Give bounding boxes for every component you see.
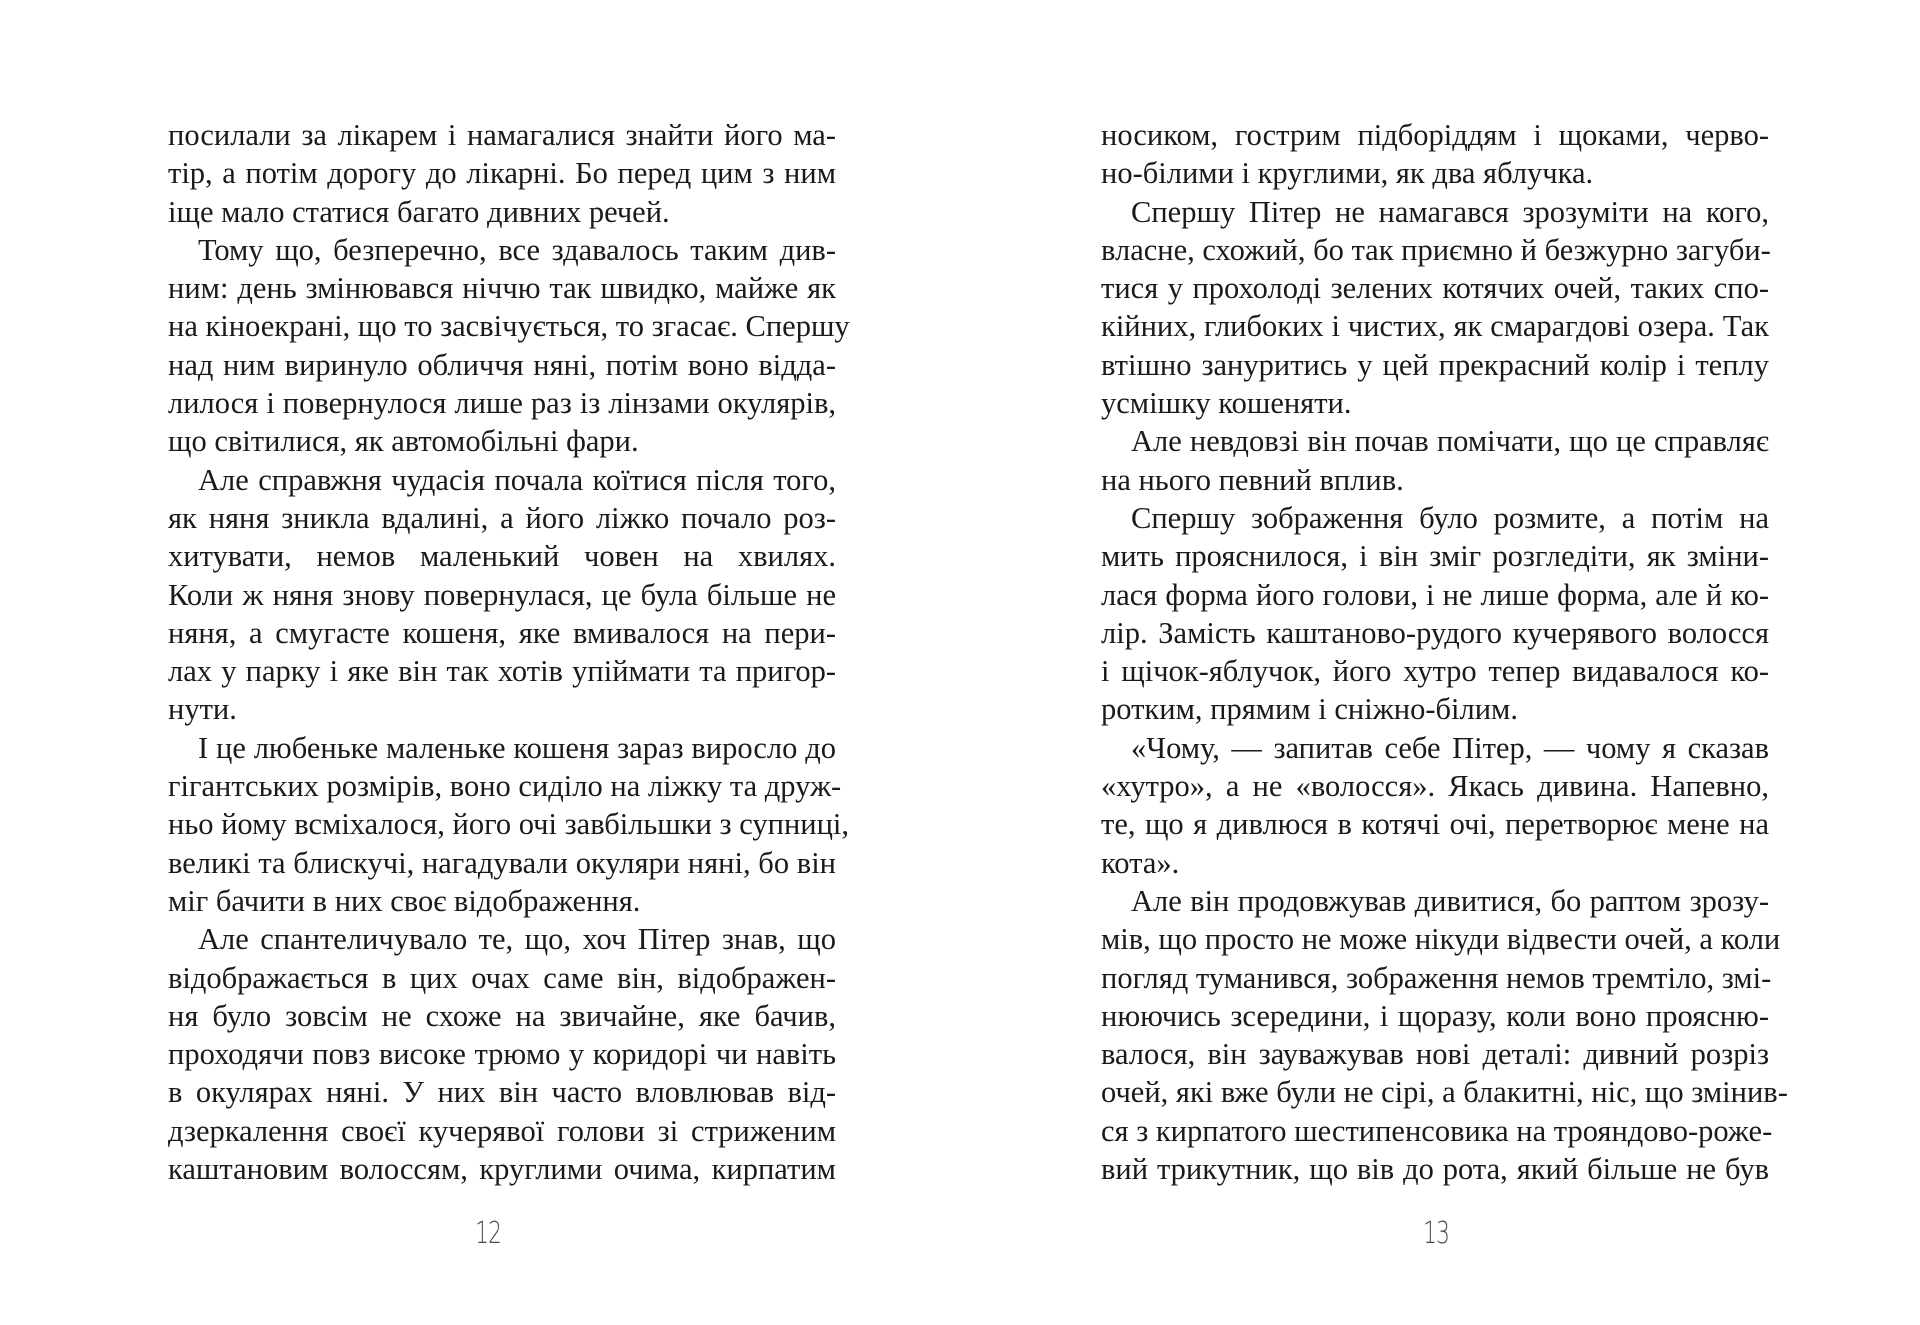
text-line: ньо йому всміхалося, його очі завбільшки з супниці,: [168, 807, 850, 842]
text-line: очей, які вже були не сірі, а блакитні, ніс, що змінив-: [1101, 1075, 1788, 1110]
text-line: Тому що, безперечно, все здавалось таким див-: [198, 232, 836, 267]
text-line: валося, він зауважував нові деталі: дивний розріз: [1101, 1037, 1769, 1072]
text-line: лилося і повернулося лише раз із лінзами окулярів,: [168, 386, 836, 421]
text-line: Але спантеличувало те, що, хоч Пітер знав, що: [198, 922, 836, 957]
text-line: на нього певний вплив.: [1101, 462, 1404, 497]
text-line: мить прояснилося, і він зміг розгледіти, як зміни-: [1101, 539, 1769, 574]
text-line: ся з кирпатого шестипенсовика на трояндово-роже-: [1101, 1113, 1773, 1148]
text-line: посилали за лікарем і намагалися знайти його ма-: [168, 118, 836, 152]
text-line: Спершу Пітер не намагався зрозуміти на кого,: [1131, 194, 1769, 229]
text-line: як няня зникла вдалині, а його ліжко почало роз-: [168, 500, 836, 535]
text-line: вий трикутник, що вів до рота, який більше не був: [1101, 1152, 1769, 1187]
text-line: усмішку кошеняти.: [1101, 386, 1352, 421]
text-line: лася форма його голови, і не лише форма, але й ко-: [1101, 577, 1769, 612]
text-line: «Чому, — запитав себе Пітер, — чому я сказав: [1131, 730, 1769, 765]
text-line: но-білими і круглими, як два яблучка.: [1101, 156, 1594, 191]
left-page-text: [168, 116, 850, 1188]
text-line: власне, схожий, бо так приємно й безжурно загуби-: [1101, 232, 1771, 267]
text-line: хитувати, немов маленький човен на хвилях.: [168, 539, 836, 574]
left-page-number: 12: [475, 1216, 502, 1251]
text-line: лір. Замість каштаново-рудого кучерявого волосся: [1101, 615, 1769, 650]
text-line: погляд туманився, зображення немов тремтіло, змі-: [1101, 960, 1772, 995]
left-page: [168, 116, 850, 1188]
text-line: Але справжня чудасія почала коїтися після того,: [198, 462, 836, 497]
text-line: дзеркалення своєї кучерявої голови зі стриженим: [168, 1113, 836, 1148]
text-line: міг бачити в них своє відображення.: [168, 883, 641, 918]
text-line: мів, що просто не може нікуди відвести очей, а коли: [1101, 922, 1781, 957]
text-line: тися у прохолоді зелених котячих очей, таких спо-: [1101, 271, 1769, 306]
text-line: відображається в цих очах саме він, відображен-: [168, 960, 836, 995]
text-line: втішно зануритись у цей прекрасний колір і теплу: [1101, 347, 1769, 382]
right-page-number: 13: [1423, 1216, 1450, 1251]
text-line: ротким, прямим і сніжно-білим.: [1101, 692, 1518, 727]
text-line: що світилися, як автомобільні фари.: [168, 424, 639, 459]
text-line: в окулярах няні. У них він часто вловлював від-: [168, 1075, 836, 1110]
text-line: іще мало статися багато дивних речей.: [168, 194, 670, 229]
text-line: великі та блискучі, нагадували окуляри няні, бо він: [168, 845, 836, 880]
text-line: кійних, глибоких і чистих, як смарагдові озера. Так: [1101, 309, 1769, 344]
text-line: те, що я дивлюся в котячі очі, перетворює мене на: [1101, 807, 1769, 842]
text-line: гігантських розмірів, воно сиділо на ліжку та друж-: [168, 769, 842, 804]
text-line: ним: день змінювався ніччю так швидко, майже як: [168, 271, 836, 306]
text-line: Спершу зображення було розмите, а потім на: [1131, 500, 1769, 535]
text-line: носиком, гострим підборіддям і щоками, черво-: [1101, 118, 1769, 152]
text-line: і щічок-яблучок, його хутро тепер видавалося ко-: [1101, 654, 1769, 689]
text-line: І це любеньке маленьке кошеня зараз виросло до: [198, 730, 836, 765]
text-line: Але невдовзі він почав помічати, що це справляє: [1131, 424, 1769, 459]
text-line: Але він продовжував дивитися, бо раптом зрозу-: [1131, 883, 1769, 918]
text-line: кота».: [1101, 845, 1180, 880]
text-line: каштановим волоссям, круглими очима, кирпатим: [168, 1152, 836, 1187]
right-page-text: [1101, 116, 1788, 1188]
text-line: «хутро», а не «волосся». Якась дивина. Напевно,: [1101, 769, 1769, 804]
right-page: [1101, 116, 1788, 1188]
text-line: няня, а смугасте кошеня, яке вмивалося на пери-: [168, 615, 836, 650]
text-line: нюючись зсередини, і щоразу, коли воно проясню-: [1101, 998, 1769, 1033]
text-line: на кіноекрані, що то засвічується, то згасає. Спершу: [168, 309, 850, 344]
text-line: над ним виринуло обличчя няні, потім воно відда-: [168, 347, 836, 382]
text-line: Коли ж няня знову повернулася, це була більше не: [168, 577, 836, 612]
text-line: нути.: [168, 692, 237, 727]
text-line: ня було зовсім не схоже на звичайне, яке бачив,: [168, 998, 836, 1033]
text-line: проходячи повз високе трюмо у коридорі чи навіть: [168, 1037, 836, 1072]
text-line: тір, а потім дорогу до лікарні. Бо перед цим з ним: [168, 156, 836, 191]
text-line: лах у парку і яке він так хотів упіймати та пригор-: [168, 654, 836, 689]
